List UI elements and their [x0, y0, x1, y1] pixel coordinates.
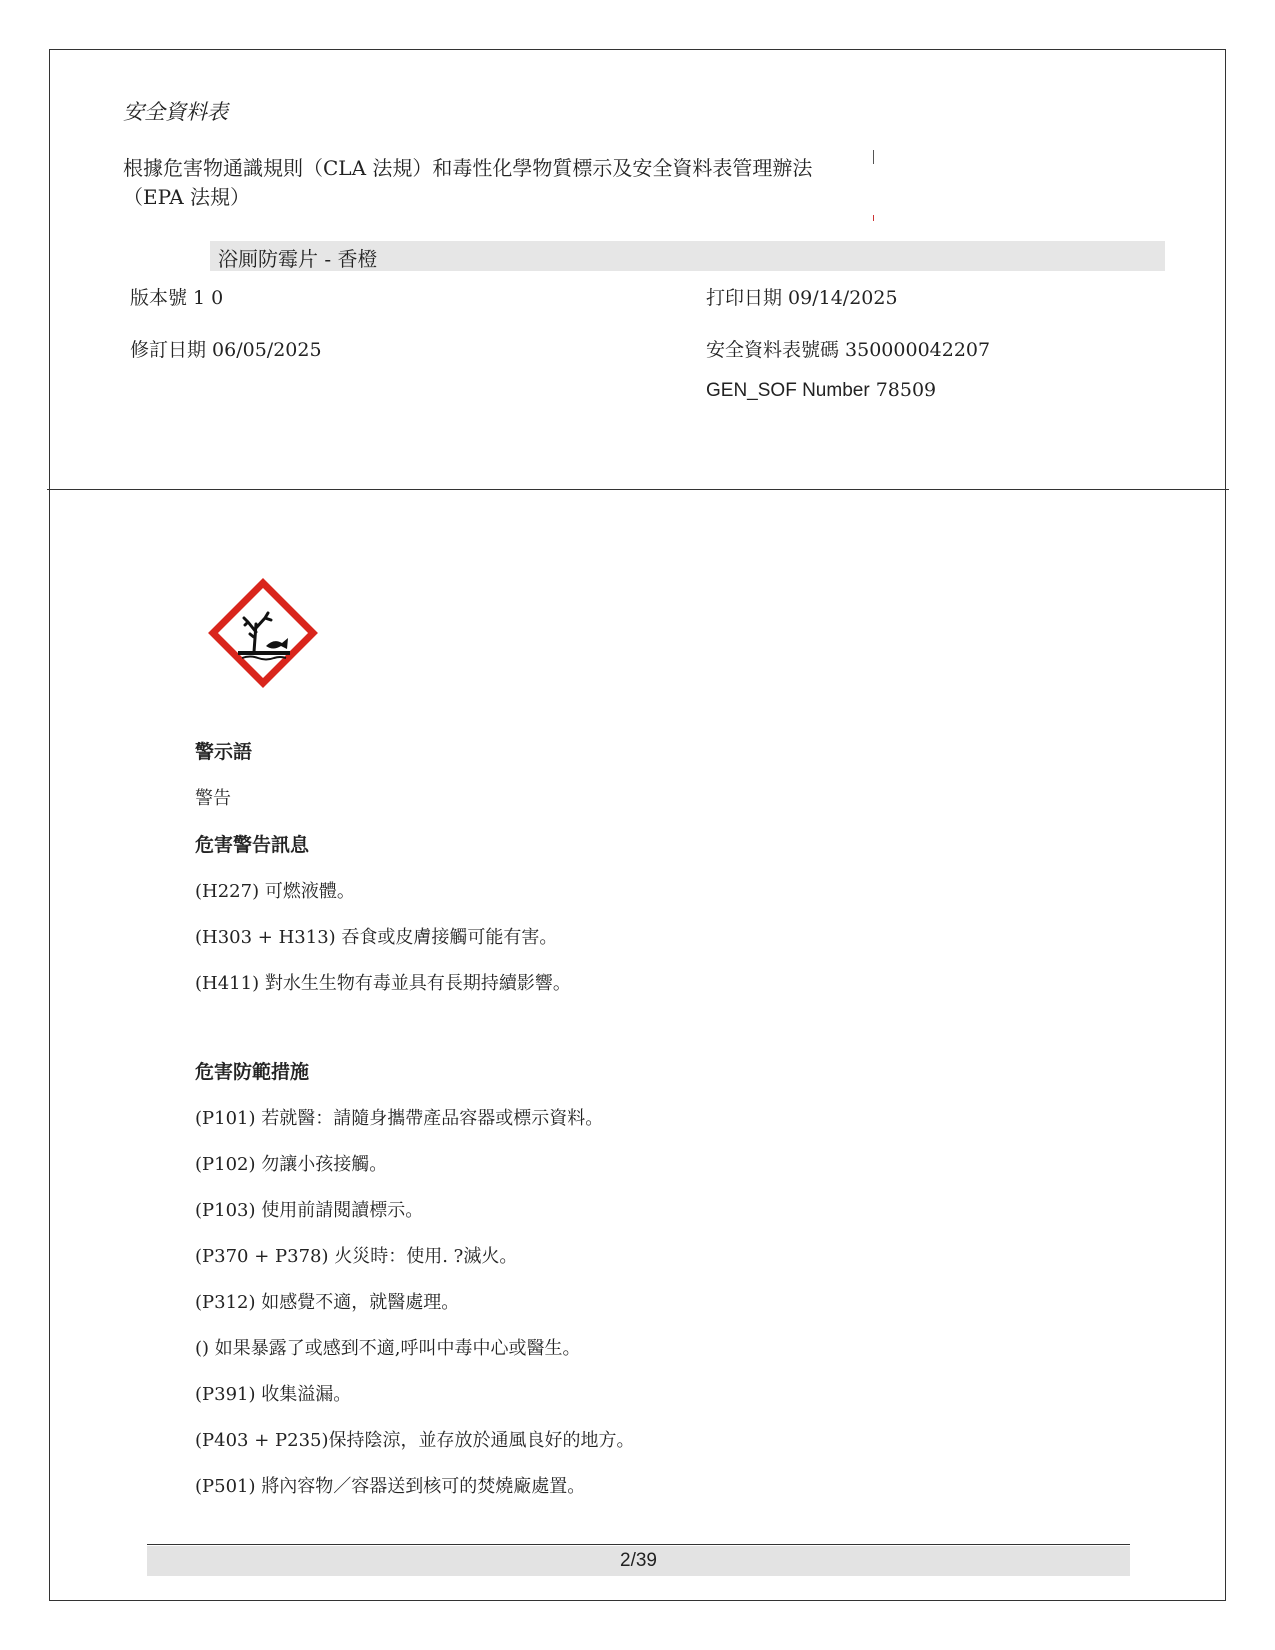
hazard-statements-heading: 危害警告訊息	[195, 834, 310, 856]
signal-word: 警告	[195, 788, 231, 809]
gen-sof-value: 78509	[875, 379, 937, 401]
precautionary-statement: (P403 + P235)保持陰涼，並存放於通風良好的地方。	[195, 1430, 635, 1451]
header-divider	[47, 489, 1229, 490]
precautionary-statements-heading: 危害防範措施	[195, 1061, 310, 1083]
ghs09-environment-icon	[208, 578, 318, 688]
hazard-statement: (H227) 可燃液體。	[195, 881, 355, 902]
document-title: 安全資料表	[123, 100, 228, 124]
page-number: 2/39	[620, 1550, 657, 1571]
hazard-statement: (H411) 對水生生物有毒並具有長期持續影響。	[195, 973, 571, 994]
precautionary-statement: (P391) 收集溢漏。	[195, 1384, 352, 1405]
precautionary-statement: (P370 + P378) 火災時：使用. ?滅火。	[195, 1246, 518, 1267]
precautionary-statement: () 如果暴露了或感到不適,呼叫中毒中心或醫生。	[195, 1338, 581, 1359]
regulation-text: 根據危害物通識規則（CLA 法規）和毒性化學物質標示及安全資料表管理辦法（EPA 法規）	[123, 156, 813, 209]
precautionary-statement: (P501) 將內容物／容器送到核可的焚燒廠處置。	[195, 1476, 586, 1497]
product-name: 浴厠防霉片 - 香橙	[218, 247, 378, 271]
page-border	[49, 49, 1226, 1601]
margin-mark	[873, 215, 874, 221]
precautionary-statement: (P312) 如感覺不適，就醫處理。	[195, 1292, 460, 1313]
version-number: 版本號 1 0	[130, 287, 224, 309]
sds-number: 安全資料表號碼 350000042207	[706, 339, 991, 361]
print-date: 打印日期 09/14/2025	[706, 287, 898, 309]
precautionary-statement: (P102) 勿讓小孩接觸。	[195, 1154, 388, 1175]
margin-mark	[873, 150, 874, 164]
precautionary-statement: (P101) 若就醫：請隨身攜帶產品容器或標示資料。	[195, 1108, 604, 1129]
gen-sof-label: GEN_SOF Number	[706, 380, 870, 401]
precautionary-statement: (P103) 使用前請閱讀標示。	[195, 1200, 424, 1221]
signal-word-heading: 警示語	[195, 741, 253, 763]
hazard-statement: (H303 + H313) 吞食或皮膚接觸可能有害。	[195, 927, 558, 948]
revision-date: 修訂日期 06/05/2025	[130, 339, 322, 361]
gen-sof-number	[706, 379, 936, 402]
